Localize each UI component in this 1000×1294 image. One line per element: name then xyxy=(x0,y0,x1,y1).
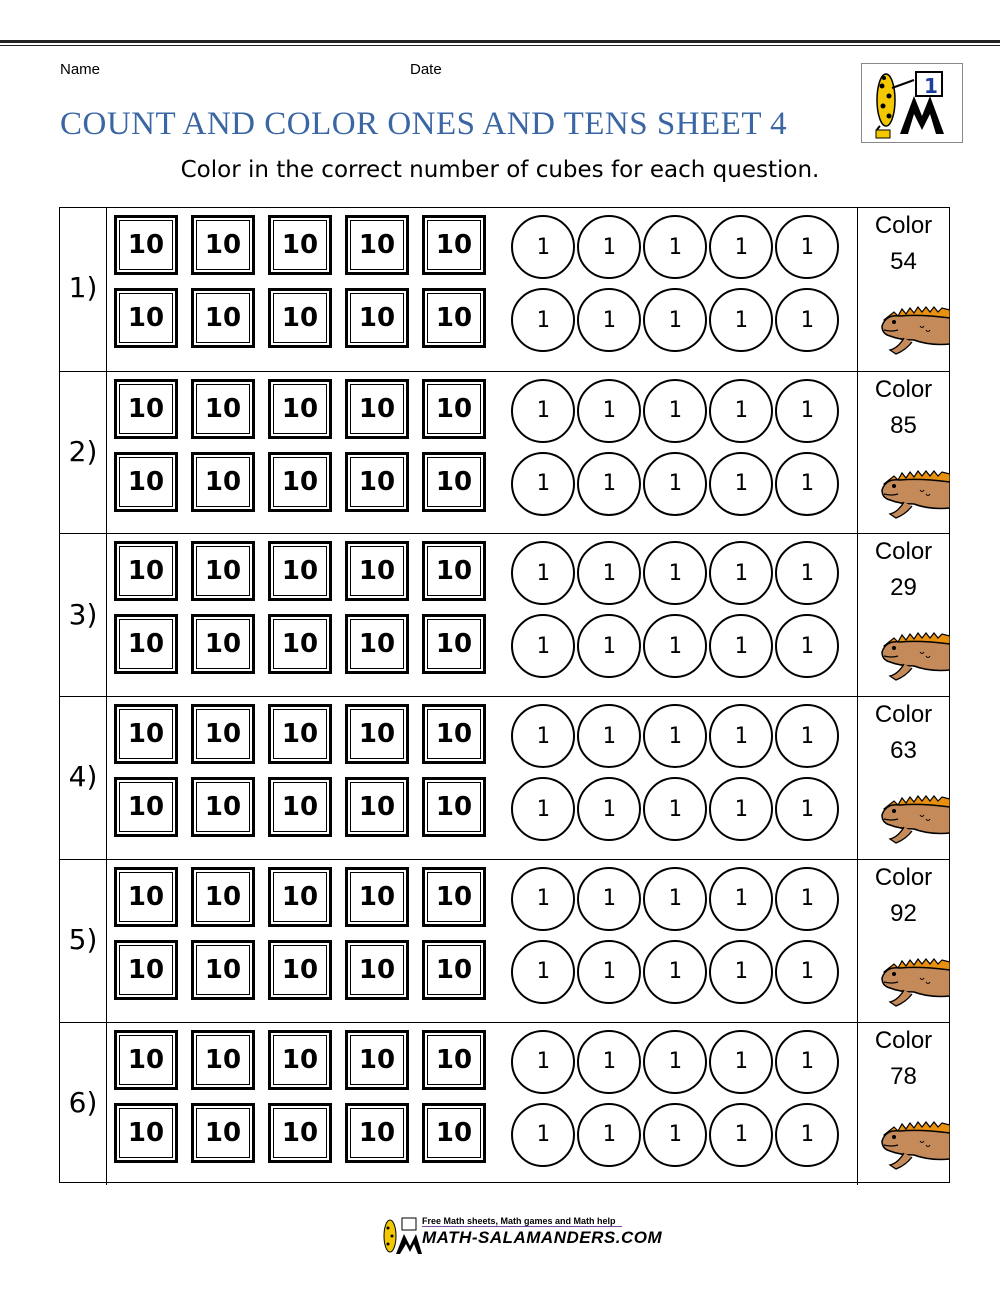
tens-line xyxy=(114,452,499,512)
color-target xyxy=(858,1023,949,1095)
tens-line xyxy=(114,215,499,275)
question-number: 6) xyxy=(68,1085,98,1119)
instructions: Color in the correct number of cubes for each question. xyxy=(180,157,820,183)
question-row xyxy=(60,208,949,371)
one-cube[interactable]: 1 xyxy=(775,1030,839,1094)
top-rule-thin xyxy=(0,45,1000,46)
one-cube[interactable]: 1 xyxy=(511,1030,575,1094)
ten-block[interactable]: 10 xyxy=(114,867,178,927)
question-number: 1) xyxy=(68,271,98,305)
ones-line xyxy=(511,541,841,605)
one-cube[interactable]: 1 xyxy=(577,940,641,1004)
one-cube[interactable]: 1 xyxy=(709,1103,773,1167)
ten-block[interactable]: 10 xyxy=(422,215,486,275)
one-cube[interactable]: 1 xyxy=(775,867,839,931)
color-label: Color xyxy=(874,538,933,566)
ten-block[interactable]: 10 xyxy=(345,541,409,601)
tens-line xyxy=(114,541,499,601)
ten-block[interactable]: 10 xyxy=(114,541,178,601)
ten-block[interactable]: 10 xyxy=(268,1103,332,1163)
one-cube[interactable]: 1 xyxy=(643,215,707,279)
one-cube[interactable]: 1 xyxy=(709,541,773,605)
ten-block[interactable]: 10 xyxy=(345,1030,409,1090)
footer-tagline: Free Math sheets, Math games and Math help xyxy=(422,1216,616,1226)
logo-badge: 1 xyxy=(924,74,938,98)
question-row xyxy=(60,1022,949,1185)
one-cube[interactable]: 1 xyxy=(511,288,575,352)
one-cube[interactable]: 1 xyxy=(775,215,839,279)
ten-block[interactable]: 10 xyxy=(191,614,255,674)
one-cube[interactable]: 1 xyxy=(775,379,839,443)
one-cube[interactable]: 1 xyxy=(577,1103,641,1167)
ten-block[interactable]: 10 xyxy=(191,215,255,275)
ten-block[interactable]: 10 xyxy=(191,541,255,601)
question-row xyxy=(60,859,949,1022)
ten-block[interactable]: 10 xyxy=(114,704,178,764)
question-grid xyxy=(59,207,950,1183)
tens-line xyxy=(114,940,499,1000)
ten-block[interactable]: 10 xyxy=(422,452,486,512)
ten-block[interactable]: 10 xyxy=(114,1030,178,1090)
color-label: Color xyxy=(874,212,933,239)
salamander-icon xyxy=(880,464,950,524)
one-cube[interactable]: 1 xyxy=(511,777,575,841)
target-number: 29 xyxy=(890,574,917,602)
one-cube[interactable]: 1 xyxy=(643,704,707,768)
question-row xyxy=(60,696,949,859)
column-divider xyxy=(106,372,107,535)
salamander-icon xyxy=(880,789,950,849)
one-cube[interactable]: 1 xyxy=(577,1030,641,1094)
one-cube[interactable]: 1 xyxy=(577,614,641,678)
ten-block[interactable]: 10 xyxy=(268,940,332,1000)
ones-line xyxy=(511,614,841,678)
ten-block[interactable]: 10 xyxy=(268,541,332,601)
one-cube[interactable]: 1 xyxy=(643,940,707,1004)
target-number: 92 xyxy=(890,899,917,927)
one-cube[interactable]: 1 xyxy=(577,704,641,768)
tens-line xyxy=(114,379,499,439)
tens-line xyxy=(114,867,499,927)
ten-block[interactable]: 10 xyxy=(191,867,255,927)
salamander-icon xyxy=(880,626,950,686)
one-cube[interactable]: 1 xyxy=(775,541,839,605)
ten-block[interactable]: 10 xyxy=(114,215,178,275)
one-cube[interactable]: 1 xyxy=(577,452,641,516)
ten-block[interactable]: 10 xyxy=(114,777,178,837)
one-cube[interactable]: 1 xyxy=(709,614,773,678)
ten-block[interactable]: 10 xyxy=(268,215,332,275)
one-cube[interactable]: 1 xyxy=(643,614,707,678)
one-cube[interactable]: 1 xyxy=(709,777,773,841)
one-cube[interactable]: 1 xyxy=(775,288,839,352)
color-label: Color xyxy=(874,701,933,729)
one-cube[interactable]: 1 xyxy=(511,1103,575,1167)
one-cube[interactable]: 1 xyxy=(577,541,641,605)
tens-line xyxy=(114,1103,499,1163)
question-row xyxy=(60,533,949,696)
column-divider xyxy=(106,534,107,697)
ones-line xyxy=(511,215,841,279)
one-cube[interactable]: 1 xyxy=(709,940,773,1004)
ten-block[interactable]: 10 xyxy=(268,379,332,439)
one-cube[interactable]: 1 xyxy=(511,541,575,605)
question-number: 3) xyxy=(68,597,98,631)
tens-line xyxy=(114,614,499,674)
one-cube[interactable]: 1 xyxy=(643,777,707,841)
top-rule xyxy=(0,40,1000,43)
ten-block[interactable]: 10 xyxy=(268,452,332,512)
ten-block[interactable]: 10 xyxy=(191,379,255,439)
tens-line xyxy=(114,288,499,348)
one-cube[interactable]: 1 xyxy=(709,452,773,516)
color-target xyxy=(858,697,949,769)
target-number: 54 xyxy=(890,248,917,275)
target-number: 63 xyxy=(890,737,917,765)
question-number: 4) xyxy=(68,760,98,794)
ten-block[interactable]: 10 xyxy=(422,1030,486,1090)
ten-block[interactable]: 10 xyxy=(345,940,409,1000)
ten-block[interactable]: 10 xyxy=(422,1103,486,1163)
ten-block[interactable]: 10 xyxy=(345,452,409,512)
column-divider xyxy=(106,860,107,1023)
target-number: 85 xyxy=(890,411,917,439)
one-cube[interactable]: 1 xyxy=(577,215,641,279)
one-cube[interactable]: 1 xyxy=(577,288,641,352)
one-cube[interactable]: 1 xyxy=(775,614,839,678)
ten-block[interactable]: 10 xyxy=(345,867,409,927)
ones-line xyxy=(511,288,841,352)
one-cube[interactable]: 1 xyxy=(709,288,773,352)
ten-block[interactable]: 10 xyxy=(345,614,409,674)
one-cube[interactable]: 1 xyxy=(775,940,839,1004)
column-divider xyxy=(106,1023,107,1186)
ones-line xyxy=(511,704,841,768)
ten-block[interactable]: 10 xyxy=(345,288,409,348)
ten-block[interactable]: 10 xyxy=(191,940,255,1000)
one-cube[interactable]: 1 xyxy=(511,867,575,931)
one-cube[interactable]: 1 xyxy=(775,704,839,768)
ten-block[interactable]: 10 xyxy=(191,1103,255,1163)
tens-line xyxy=(114,704,499,764)
ten-block[interactable]: 10 xyxy=(191,777,255,837)
target-number: 78 xyxy=(890,1062,917,1090)
ten-block[interactable]: 10 xyxy=(422,940,486,1000)
one-cube[interactable]: 1 xyxy=(709,704,773,768)
ones-line xyxy=(511,777,841,841)
ten-block[interactable]: 10 xyxy=(268,614,332,674)
ten-block[interactable]: 10 xyxy=(114,940,178,1000)
salamander-icon xyxy=(880,300,950,360)
question-number: 5) xyxy=(68,923,98,957)
one-cube[interactable]: 1 xyxy=(709,1030,773,1094)
one-cube[interactable]: 1 xyxy=(577,777,641,841)
ten-block[interactable]: 10 xyxy=(114,379,178,439)
ten-block[interactable]: 10 xyxy=(268,1030,332,1090)
ones-line xyxy=(511,940,841,1004)
name-label: Name xyxy=(60,61,101,78)
ten-block[interactable]: 10 xyxy=(268,777,332,837)
ones-line xyxy=(511,1030,841,1094)
one-cube[interactable]: 1 xyxy=(643,452,707,516)
salamander-icon xyxy=(880,952,950,1012)
color-label: Color xyxy=(874,1026,933,1054)
footer-site: MATH-SALAMANDERS.COM xyxy=(422,1228,663,1247)
one-cube[interactable]: 1 xyxy=(577,379,641,443)
salamander-icon xyxy=(880,1115,950,1175)
ten-block[interactable]: 10 xyxy=(114,452,178,512)
color-label: Color xyxy=(874,863,933,891)
footer-underline xyxy=(422,1226,622,1227)
one-cube[interactable]: 1 xyxy=(643,541,707,605)
column-divider xyxy=(106,697,107,860)
date-label: Date xyxy=(410,61,442,78)
ten-block[interactable]: 10 xyxy=(422,777,486,837)
ten-block[interactable]: 10 xyxy=(422,867,486,927)
ones-line xyxy=(511,452,841,516)
one-cube[interactable]: 1 xyxy=(577,867,641,931)
column-divider xyxy=(106,208,107,371)
ten-block[interactable]: 10 xyxy=(422,379,486,439)
ten-block[interactable]: 10 xyxy=(114,614,178,674)
ten-block[interactable]: 10 xyxy=(268,867,332,927)
ten-block[interactable]: 10 xyxy=(191,452,255,512)
ten-block[interactable]: 10 xyxy=(422,288,486,348)
ten-block[interactable]: 10 xyxy=(268,704,332,764)
one-cube[interactable]: 1 xyxy=(709,867,773,931)
ones-line xyxy=(511,867,841,931)
ten-block[interactable]: 10 xyxy=(345,379,409,439)
ten-block[interactable]: 10 xyxy=(345,777,409,837)
tens-line xyxy=(114,1030,499,1090)
question-row xyxy=(60,371,949,534)
ones-line xyxy=(511,1103,841,1167)
logo xyxy=(861,63,963,143)
ten-block[interactable]: 10 xyxy=(345,704,409,764)
page-title: COUNT AND COLOR ONES AND TENS SHEET 4 xyxy=(60,106,788,142)
ten-block[interactable]: 10 xyxy=(422,614,486,674)
one-cube[interactable]: 1 xyxy=(775,452,839,516)
ten-block[interactable]: 10 xyxy=(345,1103,409,1163)
one-cube[interactable]: 1 xyxy=(709,215,773,279)
one-cube[interactable]: 1 xyxy=(511,452,575,516)
ten-block[interactable]: 10 xyxy=(422,541,486,601)
color-target xyxy=(858,860,949,932)
one-cube[interactable]: 1 xyxy=(643,288,707,352)
footer-salamander-icon xyxy=(378,1216,422,1256)
ten-block[interactable]: 10 xyxy=(191,704,255,764)
ten-block[interactable]: 10 xyxy=(422,704,486,764)
one-cube[interactable]: 1 xyxy=(643,1103,707,1167)
ten-block[interactable]: 10 xyxy=(268,288,332,348)
one-cube[interactable]: 1 xyxy=(511,704,575,768)
one-cube[interactable]: 1 xyxy=(511,940,575,1004)
tens-line xyxy=(114,777,499,837)
color-label: Color xyxy=(874,375,933,403)
ten-block[interactable]: 10 xyxy=(191,1030,255,1090)
ten-block[interactable]: 10 xyxy=(114,1103,178,1163)
ten-block[interactable]: 10 xyxy=(345,215,409,275)
ten-block[interactable]: 10 xyxy=(114,288,178,348)
one-cube[interactable]: 1 xyxy=(511,614,575,678)
one-cube[interactable]: 1 xyxy=(775,1103,839,1167)
color-target xyxy=(858,208,949,280)
one-cube[interactable]: 1 xyxy=(511,215,575,279)
salamander-logo-icon xyxy=(862,64,962,142)
footer-logo xyxy=(378,1216,663,1256)
one-cube[interactable]: 1 xyxy=(709,379,773,443)
one-cube[interactable]: 1 xyxy=(643,379,707,443)
one-cube[interactable]: 1 xyxy=(775,777,839,841)
ones-line xyxy=(511,379,841,443)
color-target xyxy=(858,534,949,606)
color-target xyxy=(858,372,949,444)
one-cube[interactable]: 1 xyxy=(643,867,707,931)
ten-block[interactable]: 10 xyxy=(191,288,255,348)
question-number: 2) xyxy=(68,435,98,469)
one-cube[interactable]: 1 xyxy=(511,379,575,443)
one-cube[interactable]: 1 xyxy=(643,1030,707,1094)
